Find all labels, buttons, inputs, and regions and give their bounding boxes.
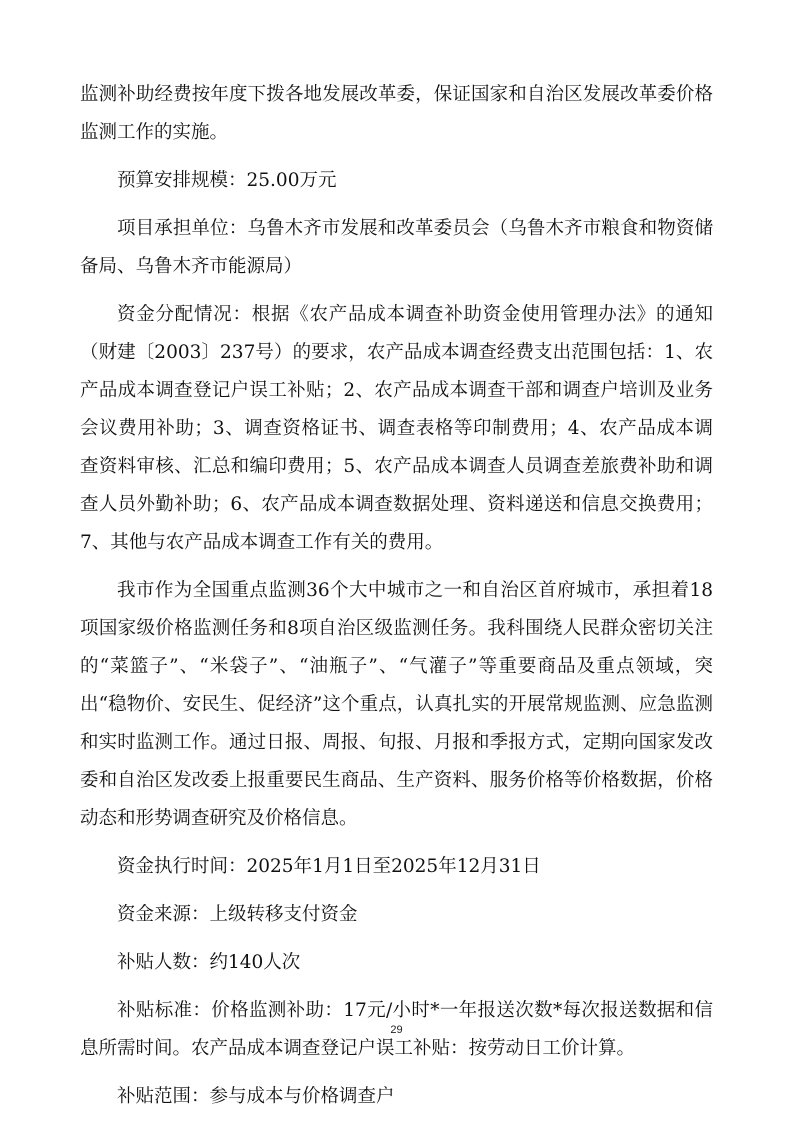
paragraph-subsidy-standard: 补贴标准：价格监测补助：17元/小时*一年报送次数*每次报送数据和信息所需时间。农产品成本调查登记户误工补贴：按劳动日工价计算。 bbox=[80, 1000, 713, 1059]
paragraph-continuation: 监测补助经费按年度下拨各地发展改革委，保证国家和自治区发展改革委价格监测工作的实施。 bbox=[80, 84, 713, 143]
page-number: 29 bbox=[390, 1024, 403, 1036]
paragraph-budget-scale: 预算安排规模：25.00万元 bbox=[117, 170, 337, 191]
paragraph-subsidy-count: 补贴人数：约140人次 bbox=[117, 952, 301, 973]
paragraph-fund-allocation: 资金分配情况：根据《农产品成本调查补助资金使用管理办法》的通知（财建〔2003〕237号）的要求，农产品成本调查经费支出范围包括：1、农产品成本调查登记户误工补贴；2、农产品成本调查干部和调查户培训及业务会议费用补助；3、调查资格证书、调查表格等印制费用；4、农产品成本调查资料审核、汇总和编印费用；5、农产品成本调查人员调查差旅费补助和调查人员外勤补助；6、农产品成本调查数据处理、资料递送和信息交换费用；7、其他与农产品成本调查工作有关的费用。 bbox=[80, 304, 713, 553]
paragraph-subsidy-scope: 补贴范围：参与成本与价格调查户 bbox=[117, 1086, 395, 1107]
paragraph-execution-time: 资金执行时间：2025年1月1日至2025年12月31日 bbox=[117, 856, 541, 877]
paragraph-undertaking-unit: 项目承担单位：乌鲁木齐市发展和改革委员会（乌鲁木齐市粮食和物资储备局、乌鲁木齐市能源局） bbox=[80, 218, 713, 277]
paragraph-city-monitoring: 我市作为全国重点监测36个大中城市之一和自治区首府城市，承担着18项国家级价格监测任务和8项自治区级监测任务。我科围绕人民群众密切关注的“菜篮子”、“米袋子”、“油瓶子”、“气灌子”等重要商品及重点领域，突出“稳物价、安民生、促经济”这个重点，认真扎实的开展常规监测、应急监测和实时监测工作。通过日报、周报、旬报、月报和季报方式，定期向国家发改委和自治区发改委上报重要民生商品、生产资料、服务价格等价格数据，价格动态和形势调查研究及价格信息。 bbox=[80, 580, 713, 829]
paragraph-fund-source: 资金来源：上级转移支付资金 bbox=[117, 904, 358, 925]
document-body bbox=[80, 76, 713, 1126]
